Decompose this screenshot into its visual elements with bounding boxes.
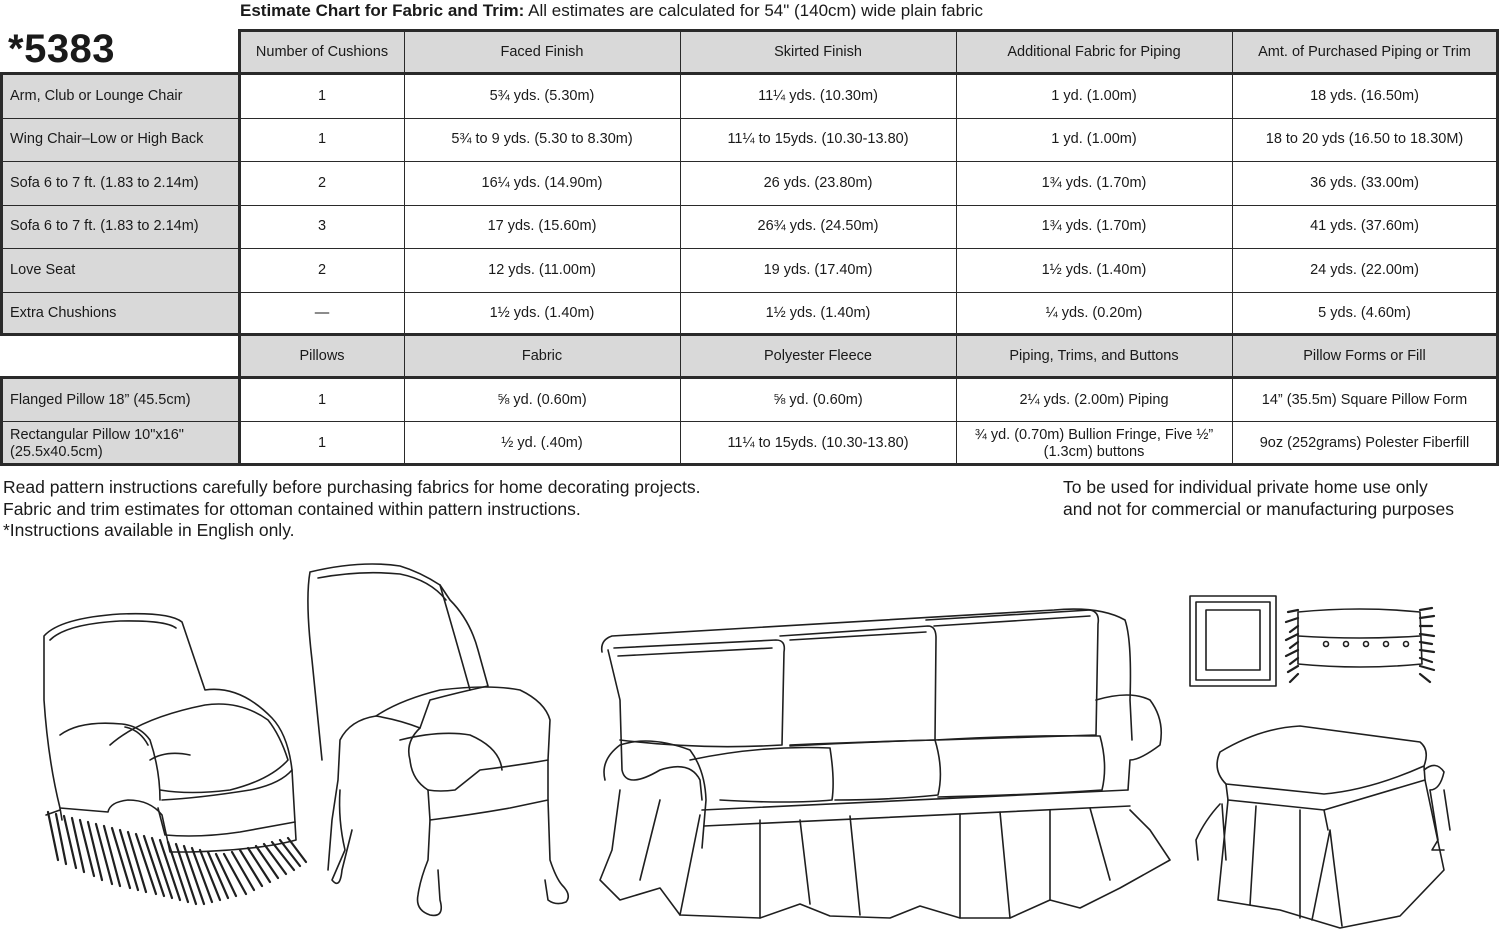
note-line: *Instructions available in English only. <box>3 520 295 540</box>
table-cell: 5¾ to 9 yds. (5.30 to 8.30m) <box>451 131 633 147</box>
column-rule <box>1232 31 1233 464</box>
table-cell: 16¼ yds. (14.90m) <box>481 174 603 191</box>
table-cell: 36 yds. (33.00m) <box>1310 174 1419 191</box>
table-cell: ¼ yds. (0.20m) <box>1045 305 1143 321</box>
row-label: Flanged Pillow 18” (45.5cm) <box>0 378 240 422</box>
column-header: Piping, Trims, and Buttons <box>956 335 1232 378</box>
header-bottom-border <box>0 72 1499 75</box>
row-rule <box>0 248 1499 249</box>
table-cell: 26 yds. (23.80m) <box>763 174 873 191</box>
table-cell: 1¾ yds. (1.70m) <box>1041 174 1147 191</box>
note-line: To be used for individual private home use only <box>1063 477 1428 497</box>
table-cell: 1 yd. (1.00m) <box>1051 131 1137 147</box>
row-rule <box>0 205 1499 206</box>
bullion-fringe <box>48 812 306 904</box>
table-cell: 19 yds. (17.40m) <box>763 261 873 278</box>
row-label: Wing Chair–Low or High Back <box>0 118 240 161</box>
table-cell: 2¼ yds. (2.00m) Piping <box>1019 391 1169 408</box>
table-cell: 5¾ yds. (5.30m) <box>489 87 595 104</box>
chart-title-bold: Estimate Chart for Fabric and Trim: <box>240 1 525 20</box>
table-cell: 1½ yds. (1.40m) <box>765 305 871 321</box>
notes-left <box>3 477 700 542</box>
note-line: and not for commercial or manufacturing purposes <box>1063 498 1455 519</box>
table-cell: 9oz (252grams) Polester Fiberfill <box>1259 435 1470 451</box>
table-cell: 1 yd. (1.00m) <box>1051 87 1137 104</box>
table-cell: 12 yds. (11.00m) <box>488 261 596 278</box>
furniture-illustrations <box>0 548 1500 931</box>
column-header: Pillows <box>240 335 404 378</box>
column-header: Pillow Forms or Fill <box>1232 335 1497 378</box>
row-label: Rectangular Pillow 10"x16" (25.5x40.5cm) <box>0 422 240 465</box>
table-bottom-border <box>0 463 1499 466</box>
row-rule <box>0 161 1499 162</box>
column-header: Number of Cushions <box>240 31 404 74</box>
table-cell: 11¼ to 15yds. (10.30-13.80) <box>727 435 909 451</box>
pattern-number: *5383 <box>8 27 116 71</box>
table-cell: 41 yds. (37.60m) <box>1310 218 1419 234</box>
table-top-border <box>238 29 1499 32</box>
table-cell: 1½ yds. (1.40m) <box>489 305 595 321</box>
table-cell: ⅝ yd. (0.60m) <box>773 391 863 408</box>
table-cell: 3 <box>317 218 327 234</box>
row-rule <box>0 292 1499 293</box>
table-cell: 18 to 20 yds (16.50 to 18.30M) <box>1265 131 1464 147</box>
row-label: Extra Chushions <box>0 292 240 335</box>
left-border <box>0 376 3 466</box>
section-border <box>0 333 1499 336</box>
table-cell: 2 <box>317 174 327 191</box>
rectangular-pillow-illustration <box>1286 608 1434 682</box>
row-label: Sofa 6 to 7 ft. (1.83 to 2.14m) <box>0 161 240 205</box>
wing-chair-illustration <box>308 564 568 915</box>
left-border <box>0 72 3 336</box>
table-cell: ½ yd. (.40m) <box>501 435 583 451</box>
flanged-pillow-illustration <box>1190 596 1276 686</box>
pillow-header-border <box>0 376 1499 379</box>
table-cell: ¾ yd. (0.70m) Bullion Fringe, Five ½” (1.3cm) buttons <box>974 426 1214 460</box>
label-divider <box>238 29 241 466</box>
chart-title-rest: All estimates are calculated for 54" (140cm) wide plain fabric <box>524 1 983 20</box>
table-cell: 1 <box>317 391 327 408</box>
sofa-illustration <box>600 609 1170 918</box>
table-cell: 11¼ to 15yds. (10.30-13.80) <box>727 131 909 147</box>
table-cell: 1 <box>317 87 327 104</box>
column-header: Additional Fabric for Piping <box>956 31 1232 74</box>
column-rule <box>680 31 681 464</box>
column-rule <box>404 31 405 464</box>
column-header: Skirted Finish <box>680 31 956 74</box>
column-rule <box>956 31 957 464</box>
table-cell: 18 yds. (16.50m) <box>1310 87 1419 104</box>
column-header: Faced Finish <box>404 31 680 74</box>
row-label: Arm, Club or Lounge Chair <box>0 74 240 118</box>
row-label: Love Seat <box>0 248 240 292</box>
table-cell: 2 <box>317 261 327 278</box>
table-cell: 1¾ yds. (1.70m) <box>1041 218 1147 234</box>
table-cell: 17 yds. (15.60m) <box>487 218 597 234</box>
row-rule <box>0 118 1499 119</box>
row-label: Sofa 6 to 7 ft. (1.83 to 2.14m) <box>0 205 240 248</box>
table-cell: ⅝ yd. (0.60m) <box>497 391 587 408</box>
table-cell: — <box>314 305 330 321</box>
notes-right <box>1063 477 1454 520</box>
table-cell: 1½ yds. (1.40m) <box>1041 261 1147 278</box>
right-border <box>1496 29 1499 466</box>
arm-chair-illustration <box>44 614 296 852</box>
column-header: Polyester Fleece <box>680 335 956 378</box>
table-cell: 24 yds. (22.00m) <box>1310 261 1419 278</box>
row-rule <box>0 421 1499 422</box>
note-line: Fabric and trim estimates for ottoman contained within pattern instructions. <box>3 498 581 519</box>
ottoman-illustration <box>1196 726 1450 928</box>
column-header: Fabric <box>404 335 680 378</box>
table-cell: 1 <box>317 435 327 451</box>
column-header: Amt. of Purchased Piping or Trim <box>1232 31 1497 74</box>
note-line: Read pattern instructions carefully before purchasing fabrics for home decorating projects. <box>3 477 701 497</box>
table-cell: 5 yds. (4.60m) <box>1318 305 1411 321</box>
table-cell: 11¼ yds. (10.30m) <box>758 87 878 104</box>
table-cell: 26¾ yds. (24.50m) <box>757 218 879 234</box>
table-cell: 1 <box>317 131 327 147</box>
table-cell: 14” (35.5m) Square Pillow Form <box>1261 391 1468 408</box>
